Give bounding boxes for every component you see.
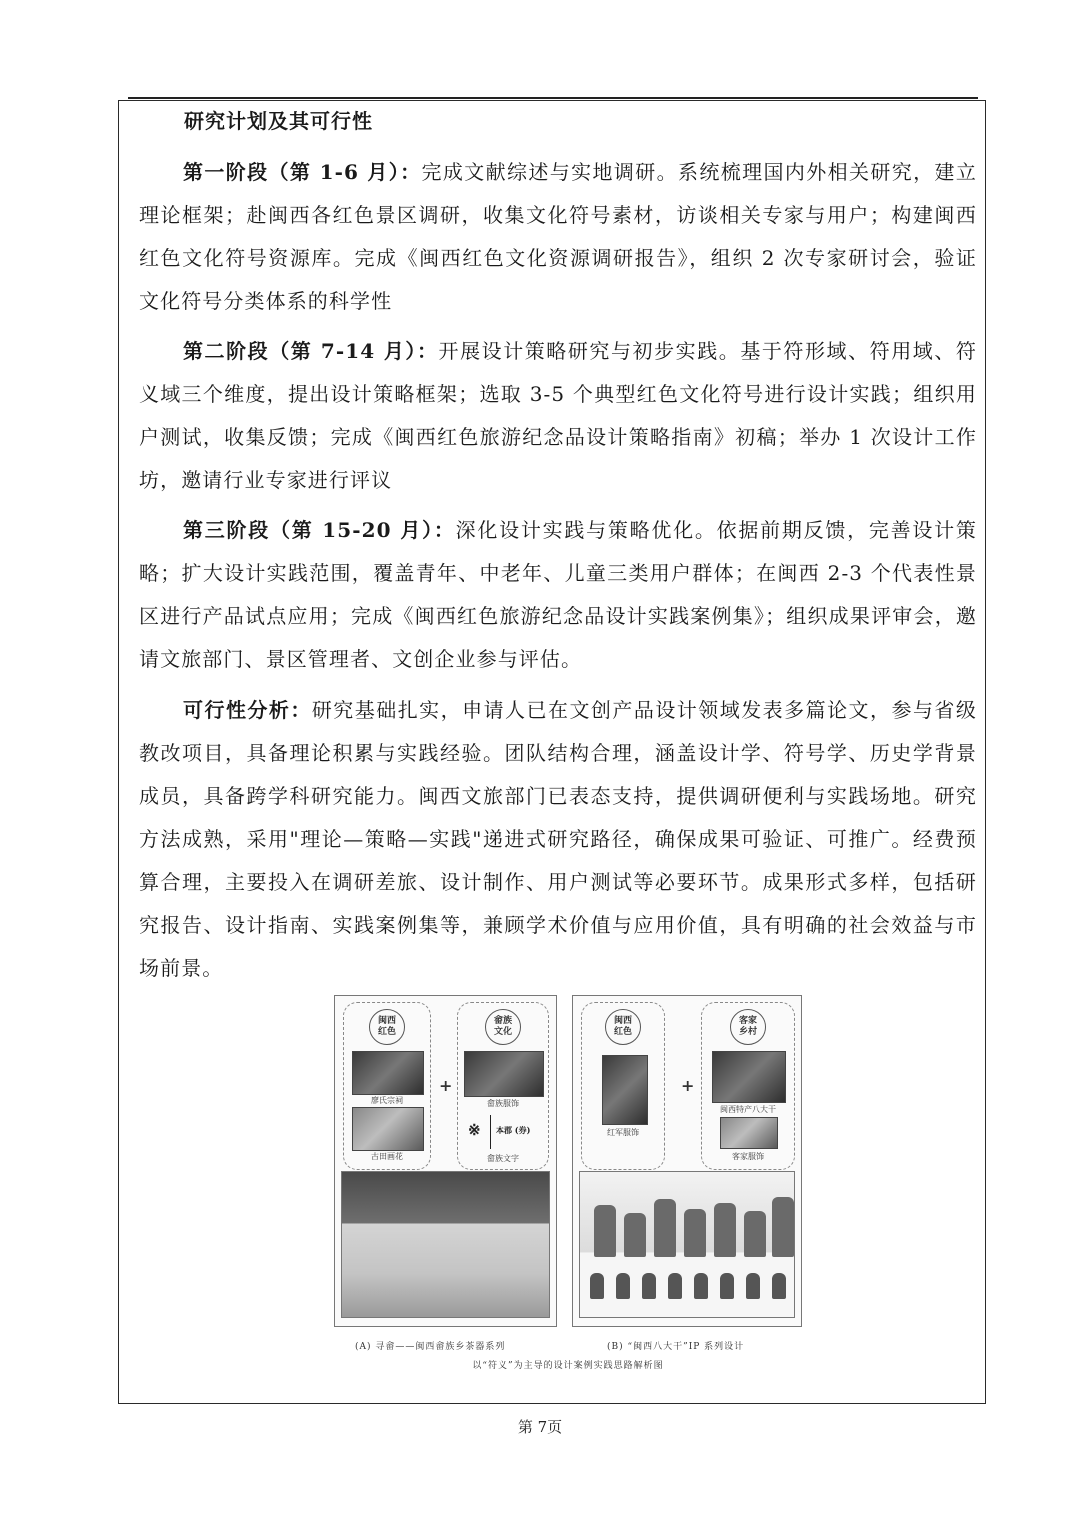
photo-ancestral-hall [352, 1051, 424, 1095]
photo-caption: 红军服饰 [607, 1128, 639, 1137]
paragraph-body: 开展设计策略研究与初步实践。基于符形域、符用域、符义域三个维度，提出设计策略框架；选取 3-5 个典型红色文化符号进行设计实践；组织用户测试，收集反馈；完成《闽西红色旅游纪念品设计策略指南》初稿；举办 1 次设计工作坊，邀请行业专家进行评议 [139, 339, 977, 492]
group-hakka-village [701, 1002, 795, 1170]
ip-figure [624, 1213, 646, 1257]
top-rule [128, 97, 978, 99]
ip-figure [594, 1205, 616, 1257]
photo-red-army-uniform [602, 1055, 648, 1125]
ip-figure-small [694, 1273, 708, 1299]
tea-set-photo [341, 1171, 550, 1318]
she-pattern-glyph: ※ [468, 1121, 481, 1139]
caption-panel-b: (B) “闽西八大干”IP 系列设计 [607, 1342, 745, 1352]
ip-figure [744, 1211, 766, 1257]
ip-series-illustration [579, 1171, 795, 1318]
ip-figure-small [642, 1273, 656, 1299]
photo-caption: 古田画花 [371, 1152, 403, 1161]
ip-figure-small [772, 1273, 786, 1299]
paragraph-lead: 第二阶段（第 7-14 月）： [183, 339, 439, 363]
figure-panel-b [572, 995, 802, 1327]
paragraph-lead: 第三阶段（第 15-20 月）： [183, 518, 456, 542]
paragraph-body: 研究基础扎实，申请人已在文创产品设计领域发表多篇论文，参与省级教改项目，具备理论积累与实践经验。团队结构合理，涵盖设计学、符号学、历史学背景成员，具备跨学科研究能力。闽西文旅部门已表态支持，提供调研便利与实践场地。研究方法成熟，采用"理论—策略—实践"递进式研究路径，确保成果可验证、可推广。经费预算合理，主要投入在调研差旅、设计制作、用户测试等必要环节。成果形式多样，包括研究报告、设计指南、实践案例集等，兼顾学术价值与应用价值，具有明确的社会效益与市场前景。 [139, 698, 977, 980]
paragraph-body: 深化设计实践与策略优化。依据前期反馈，完善设计策略；扩大设计实践范围，覆盖青年、中老年、儿童三类用户群体；在闽西 2-3 个代表性景区进行产品试点应用；完成《闽西红色旅游纪念品设计实践案例集》；组织成果评审会，邀请文旅部门、景区管理者、文创企业参与评估。 [139, 518, 977, 671]
photo-caption: 畲族文字 [487, 1154, 519, 1163]
photo-caption: 廖氏宗祠 [371, 1096, 403, 1105]
group-minxi-red [581, 1002, 665, 1170]
photo-caption: 客家服饰 [732, 1152, 764, 1161]
caption-panel-a: (A) 寻畲——闽西畲族乡茶器系列 [355, 1342, 506, 1352]
figure-panel-a [334, 995, 557, 1327]
ip-figure-small [746, 1273, 760, 1299]
paragraph-feasibility [139, 689, 977, 990]
ip-figure [654, 1199, 676, 1257]
tag-minxi-red: 闽西 红色 [605, 1009, 641, 1045]
design-case-figure [329, 995, 807, 1389]
photo-gutian [352, 1107, 424, 1151]
she-script-glyph: 本郡 (券) [496, 1125, 531, 1135]
paragraph-lead: 第一阶段（第 1-6 月）： [183, 160, 422, 184]
section-heading: 研究计划及其可行性 [184, 109, 373, 133]
figure-title: 以“符义”为主导的设计案例实践思路解析图 [472, 1361, 664, 1371]
paragraph-phase-3 [139, 509, 977, 681]
ip-figure-small [720, 1273, 734, 1299]
photo-local-specialties [712, 1051, 786, 1103]
ip-figure [714, 1203, 736, 1257]
tag-hakka-village: 客家 乡村 [730, 1009, 766, 1045]
group-minxi-red [343, 1002, 431, 1170]
ip-figure-small [668, 1273, 682, 1299]
paragraph-lead: 可行性分析： [183, 698, 312, 722]
group-she-culture [457, 1002, 549, 1170]
page-number: 第 7页 [517, 1418, 563, 1436]
ip-figure [772, 1197, 794, 1257]
ip-figure-small [616, 1273, 630, 1299]
paragraph-body: 完成文献综述与实地调研。系统梳理国内外相关研究，建立理论框架；赴闽西各红色景区调研，收集文化符号素材，访谈相关专家与用户；构建闽西红色文化符号资源库。完成《闽西红色文化资源调研报告》，组织 2 次专家研讨会，验证文化符号分类体系的科学性 [139, 160, 977, 313]
plus-sign: + [439, 1076, 453, 1095]
photo-she-costume [464, 1051, 544, 1097]
ip-figure [684, 1209, 706, 1257]
divider [490, 1115, 491, 1149]
paragraph-phase-2 [139, 330, 977, 502]
ip-figure-small [590, 1273, 604, 1299]
photo-caption: 闽西特产八大干 [720, 1105, 776, 1114]
page-frame [118, 100, 986, 1404]
tag-minxi-red: 闽西 红色 [369, 1009, 405, 1045]
photo-hakka-costume [720, 1117, 778, 1149]
photo-caption: 畲族服饰 [487, 1099, 519, 1108]
paragraph-phase-1 [139, 151, 977, 323]
tag-she-culture: 畲族 文化 [485, 1009, 521, 1045]
plus-sign: + [681, 1076, 695, 1095]
